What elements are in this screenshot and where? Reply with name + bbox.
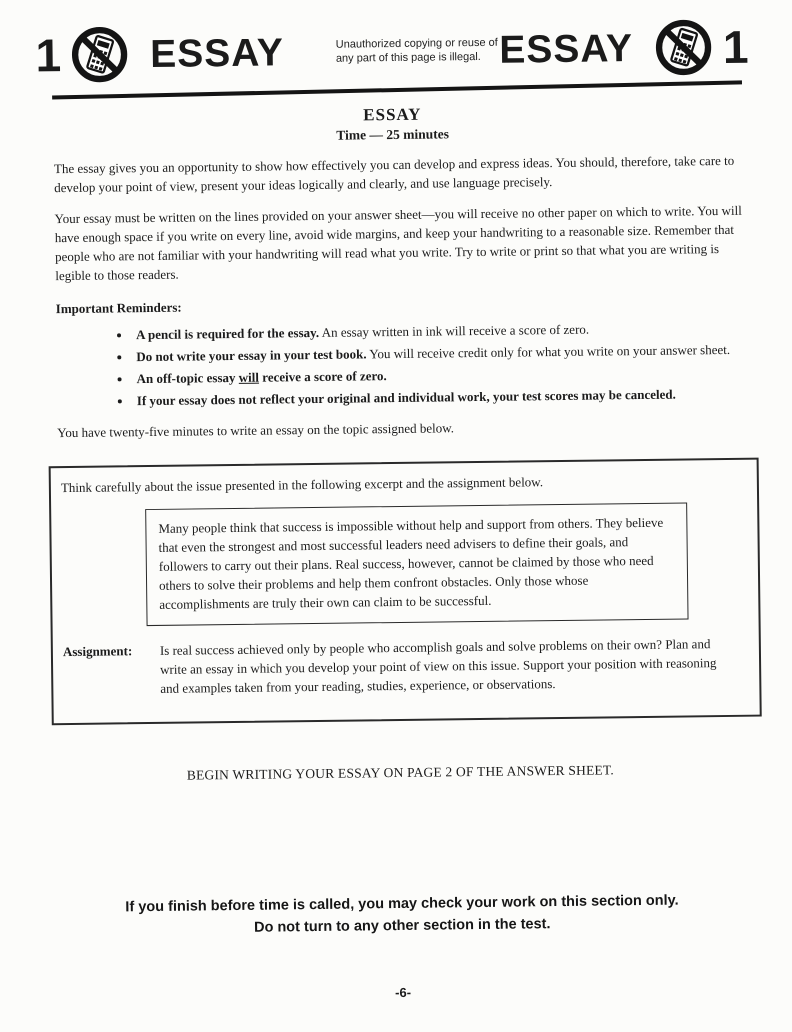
- topic-box: [49, 458, 762, 726]
- header-right-group: [499, 18, 748, 79]
- footer-warning-line1: If you finish before time is called, you may check your work on this section only.: [125, 892, 679, 916]
- time-limit: Time — 25 minutes: [336, 126, 449, 143]
- excerpt-box: [145, 502, 688, 626]
- essay-title: ESSAY: [363, 104, 422, 125]
- legal-notice: Unauthorized copying or reuse of any part of this page is illegal.: [335, 36, 498, 65]
- section-label-right: ESSAY: [499, 26, 634, 72]
- intro-paragraph-2: Your essay must be written on the lines provided on your answer sheet—you will receive no other paper on which to write. You will have enough space if you write on every line, avoid wide margins, and keep your handwriting to a reasonable size. Remember that people who are not familiar with your handwriting will read what you write. Try to write or print so that what you are writing is legible to those readers.: [54, 202, 742, 284]
- reminders-heading: Important Reminders:: [55, 299, 182, 317]
- begin-writing-note: BEGIN WRITING YOUR ESSAY ON PAGE 2 OF THE ANSWER SHEET.: [186, 762, 615, 783]
- page-number: -6-: [395, 984, 412, 1001]
- no-calculator-icon: [70, 25, 129, 84]
- topic-intro: Think carefully about the issue presented in the following excerpt and the assignment below.: [60, 474, 544, 496]
- reminder-item: • If your essay does not reflect your original and individual work, your test scores may be canceled.: [133, 384, 750, 411]
- assignment-row: [63, 634, 748, 699]
- section-label-left: ESSAY: [149, 30, 285, 76]
- section-number-right: 1: [722, 20, 748, 73]
- instructions: [0, 150, 792, 443]
- reminder-item: • A pencil is required for the essay. An essay written in ink will receive a score of zero.: [132, 318, 749, 345]
- reminder-item: • An off-topic essay will receive a score of zero.: [132, 362, 749, 389]
- assignment-label: Assignment:: [62, 643, 133, 660]
- page-header: [0, 0, 788, 85]
- intro-paragraph-1: The essay gives you an opportunity to show how effectively you can develop and express ideas. You should, therefore, take care to develop your point of view, present your ideas logically and clearly, and use language precisely.: [53, 152, 735, 196]
- reminders-list: [56, 318, 750, 411]
- footer-warning-line2: Do not turn to any other section in the test.: [253, 916, 551, 937]
- excerpt-text: Many people think that success is impossible without help and support from others. They believe that even the strongest and most successful leaders need advisers to define their goals, and followers to carry out their plans. Real success, however, cannot be claimed by those who need others to solve their problems and help them confront obstacles. Only those whose accomplishments are truly their own can claim to be successful.: [158, 514, 664, 612]
- section-title-block: [0, 100, 789, 148]
- no-calculator-icon: [655, 18, 714, 77]
- footer-warning: [6, 888, 792, 943]
- header-rule: [52, 80, 742, 99]
- assignment-text: Is real success achieved only by people who accomplish goals and solve problems on their own? Plan and write an essay in which you develop your point of view on this issue. Support your position with reasoning and examples taken from your reading, studies, experience, or observations.: [159, 636, 717, 696]
- reminder-item: • Do not write your essay in your test book. You will receive credit only for what you write on your answer sheet.: [132, 340, 749, 367]
- section-number-left: 1: [35, 29, 61, 82]
- time-note: You have twenty-five minutes to write an essay on the topic assigned below.: [57, 420, 455, 441]
